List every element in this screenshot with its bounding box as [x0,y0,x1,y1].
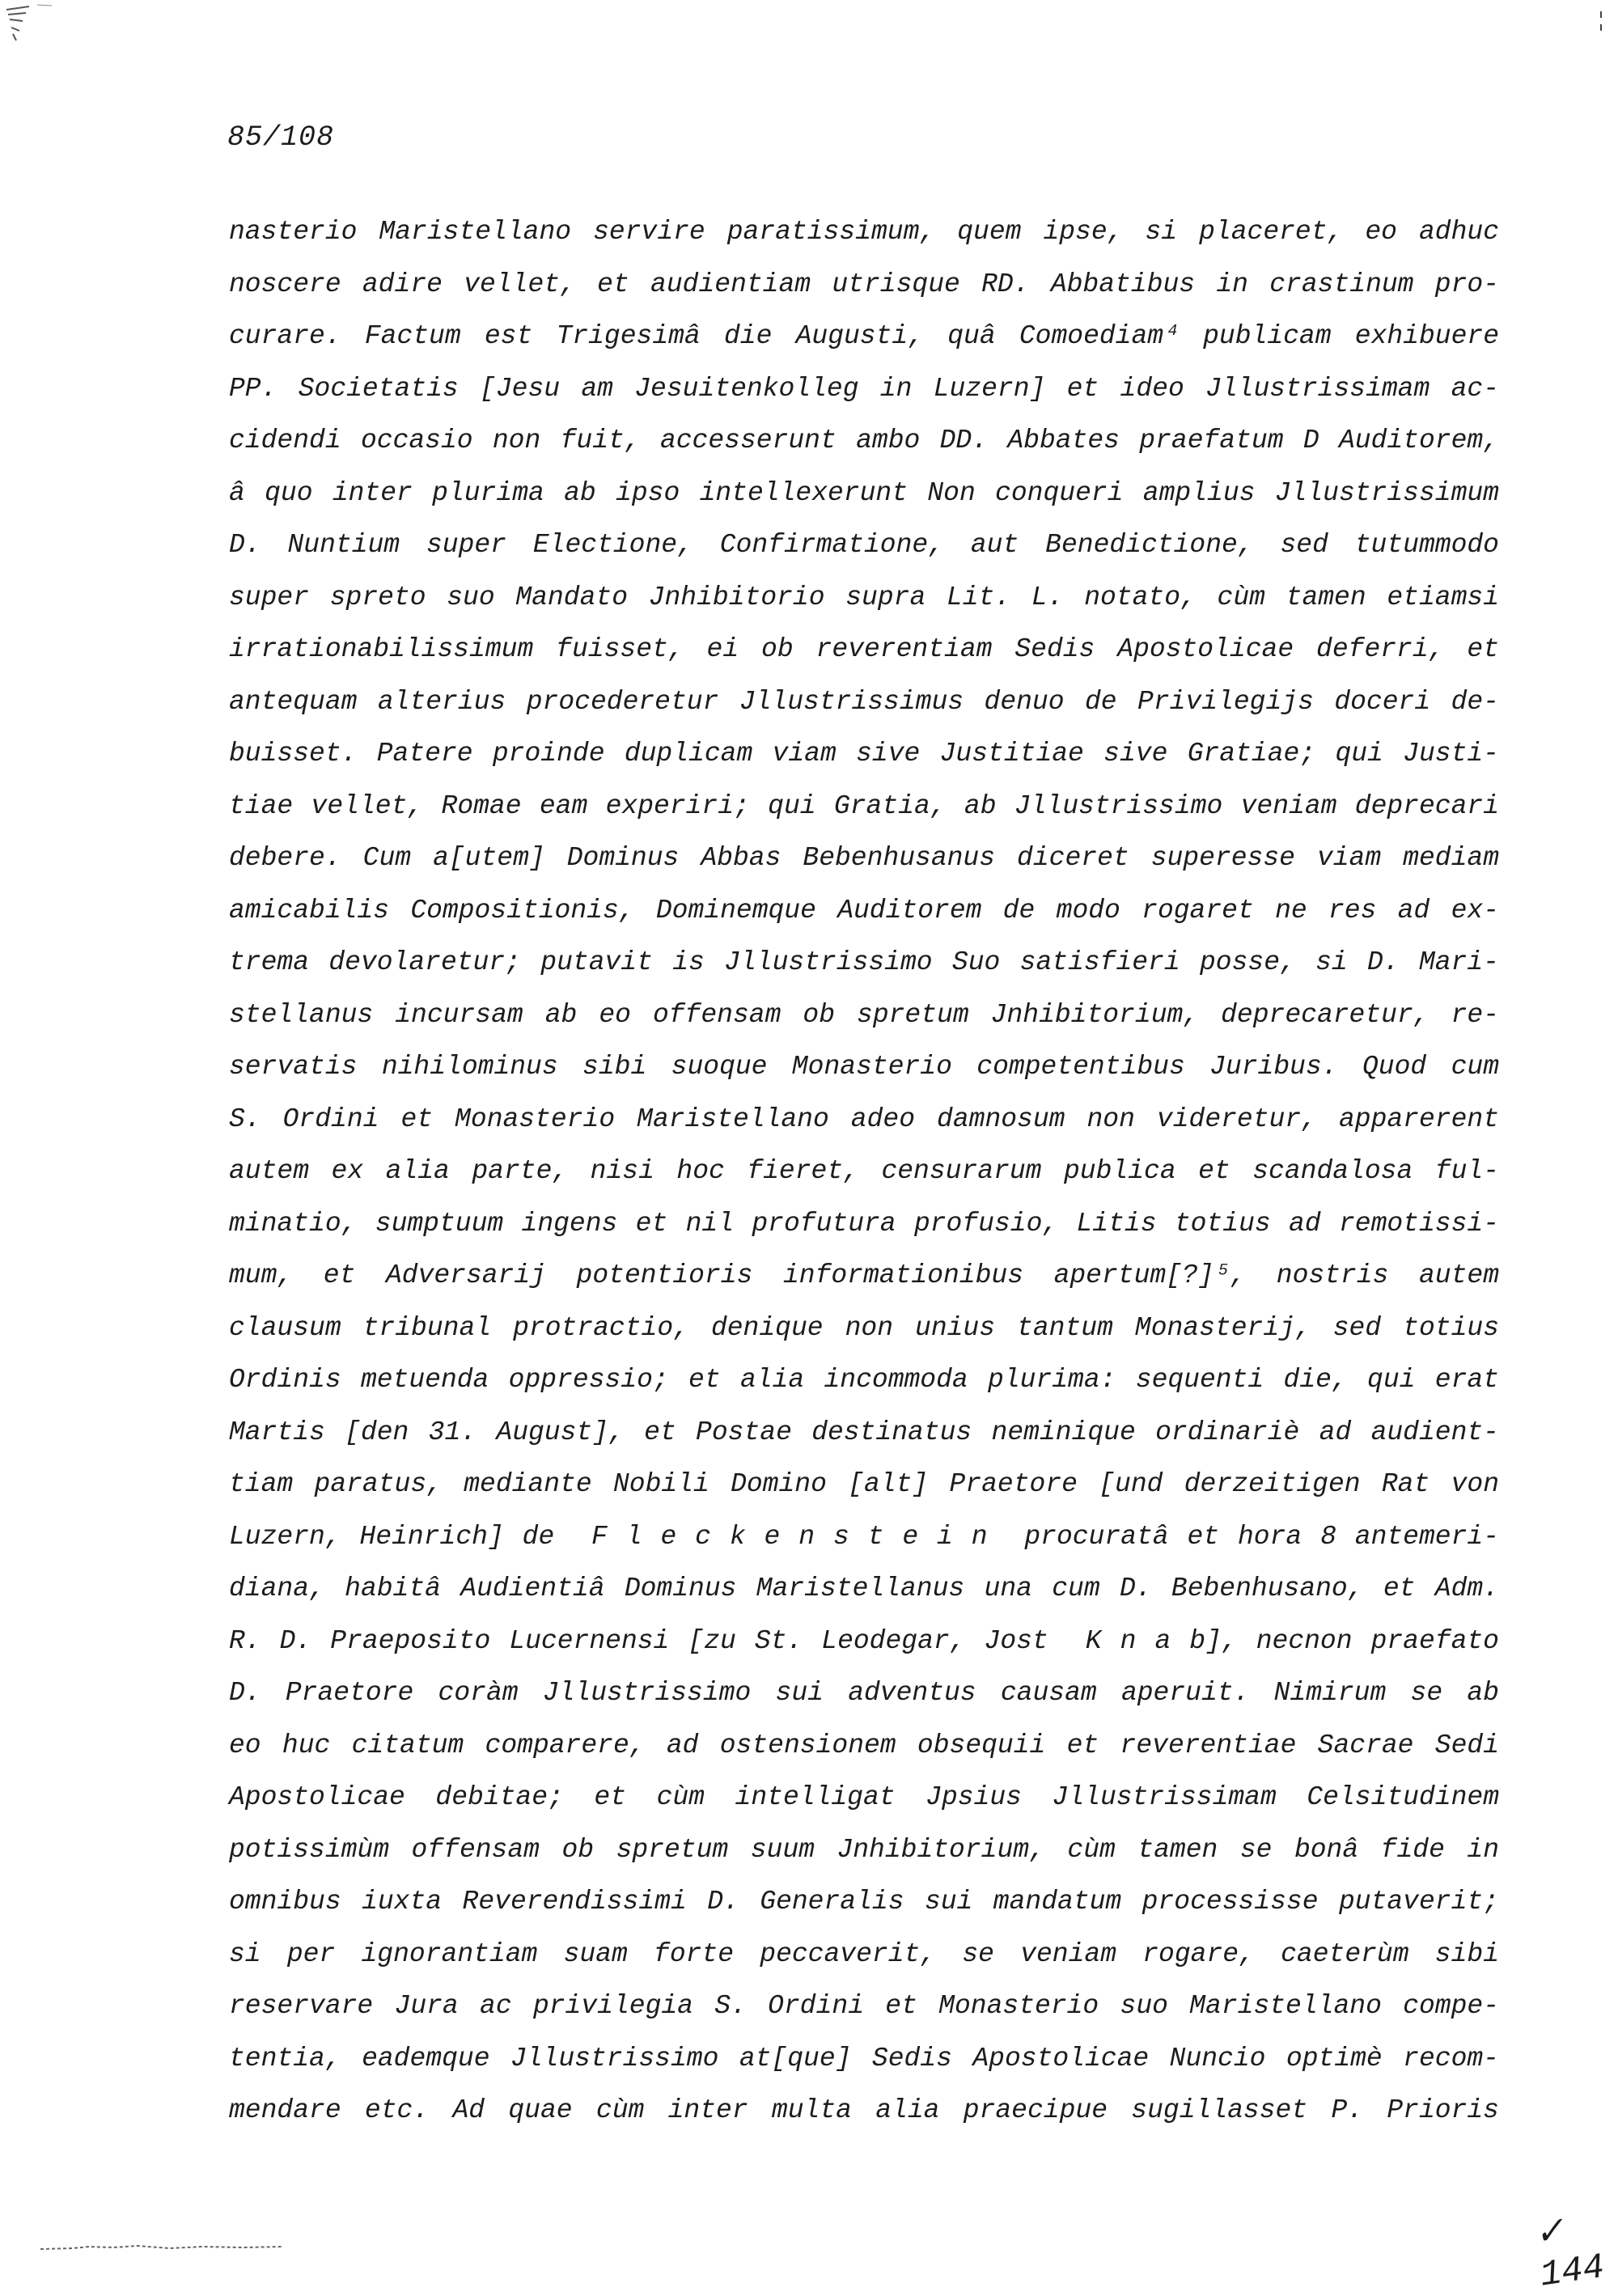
folio-mark: ✓ 144 [1531,2212,1607,2296]
text-line: curare. Factum est Trigesimâ die Augusti, quâ Comoediam⁴ publicam exhibuere [229,321,1499,351]
text-line: Luzern, Heinrich] de F l e c k e n s t e i n procuratâ et hora 8 antemeri- [229,1521,1499,1552]
text-line: PP. Societatis [Jesu am Jesuitenkolleg in Luzern] et ideo Jllustrissimam ac- [229,373,1499,404]
text-line: clausum tribunal protractio, denique non unius tantum Monasterij, sed totius [229,1312,1499,1343]
page-number: 85/108 [227,121,335,154]
text-line: potissimùm offensam ob spretum suum Jnhibitorium, cùm tamen se bonâ fide in [229,1834,1499,1865]
edge-tick [1600,11,1602,18]
text-line: mendare etc. Ad quae cùm inter multa alia praecipue sugillasset P. Prioris [229,2095,1499,2125]
text-line: si per ignorantiam suam forte peccaverit, se veniam rogare, caeterùm sibi [229,1938,1499,1969]
text-line: super spreto suo Mandato Jnhibitorio supra Lit. L. notato, cùm tamen etiamsi [229,582,1499,612]
text-line: trema devolaretur; putavit is Jllustrissimo Suo satisfieri posse, si D. Mari- [229,947,1499,977]
text-line: R. D. Praeposito Lucernensi [zu St. Leodegar, Jost K n a b], necnon praefato [229,1625,1499,1656]
text-line: buisset. Patere proinde duplicam viam sive Justitiae sive Gratiae; qui Justi- [229,739,1499,769]
text-line: noscere adire vellet, et audientiam utrisque RD. Abbatibus in crastinum pro- [229,269,1499,299]
text-line: diana, habitâ Audientiâ Dominus Maristellanus una cum D. Bebenhusano, et Adm. [229,1574,1499,1603]
text-line: D. Nuntium super Electione, Confirmatione, aut Benedictione, sed tutummodo [229,530,1499,560]
text-line: Apostolicae debitae; et cùm intelligat Jpsius Jllustrissimam Celsitudinem [229,1782,1499,1812]
text-line: tiam paratus, mediante Nobili Domino [alt] Praetore [und derzeitigen Rat von [229,1469,1499,1499]
text-line: omnibus iuxta Reverendissimi D. Generalis sui mandatum processisse putaverit; [229,1887,1499,1917]
text-line: S. Ordini et Monasterio Maristellano adeo damnosum non videretur, apparerent [229,1104,1499,1134]
text-line: eo huc citatum comparere, ad ostensionem obsequii et reverentiae Sacrae Sedi [229,1730,1499,1760]
text-line: â quo inter plurima ab ipso intellexerunt Non conqueri amplius Jllustrissimum [229,477,1499,508]
scan-bottom-artifact-icon [40,2241,283,2252]
text-line: autem ex alia parte, nisi hoc fieret, censurarum publica et scandalosa ful- [229,1156,1499,1186]
text-line: mum, et Adversarij potentioris informationibus apertum[?]⁵, nostris autem [229,1260,1499,1290]
text-line: irrationabilissimum fuisset, ei ob reverentiam Sedis Apostolicae deferri, et [229,634,1499,664]
text-line: stellanus incursam ab eo offensam ob spretum Jnhibitorium, deprecaretur, re- [229,999,1499,1030]
text-line: minatio, sumptuum ingens et nil profutura profusio, Litis totius ad remotissi- [229,1208,1499,1239]
scan-corner-artifact-icon [5,3,53,52]
text-line: amicabilis Compositionis, Dominemque Auditorem de modo rogaret ne res ad ex- [229,895,1499,926]
text-line: cidendi occasio non fuit, accesserunt ambo DD. Abbates praefatum D Auditorem, [229,426,1499,455]
edge-tick [1600,24,1602,31]
text-line: Ordinis metuenda oppressio; et alia incommoda plurima: sequenti die, qui erat [229,1365,1499,1395]
text-line: nasterio Maristellano servire paratissimum, quem ipse, si placeret, eo adhuc [229,217,1499,247]
text-line: antequam alterius procederetur Jllustrissimus denuo de Privilegijs doceri de- [229,686,1499,717]
text-line: D. Praetore coràm Jllustrissimo sui adventus causam aperuit. Nimirum se ab [229,1678,1499,1708]
text-line: Martis [den 31. August], et Postae destinatus neminique ordinariè ad audient- [229,1417,1499,1447]
body-text [229,206,1499,2137]
text-line: reservare Jura ac privilegia S. Ordini et Monasterio suo Maristellano compe- [229,1991,1499,2021]
text-line: servatis nihilominus sibi suoque Monasterio competentibus Juribus. Quod cum [229,1052,1499,1082]
text-line: tiae vellet, Romae eam experiri; qui Gratia, ab Jllustrissimo veniam deprecari [229,790,1499,821]
text-line: debere. Cum a[utem] Dominus Abbas Bebenhusanus diceret superesse viam mediam [229,843,1499,873]
text-line: tentia, eademque Jllustrissimo at[que] Sedis Apostolicae Nuncio optimè recom- [229,2043,1499,2074]
